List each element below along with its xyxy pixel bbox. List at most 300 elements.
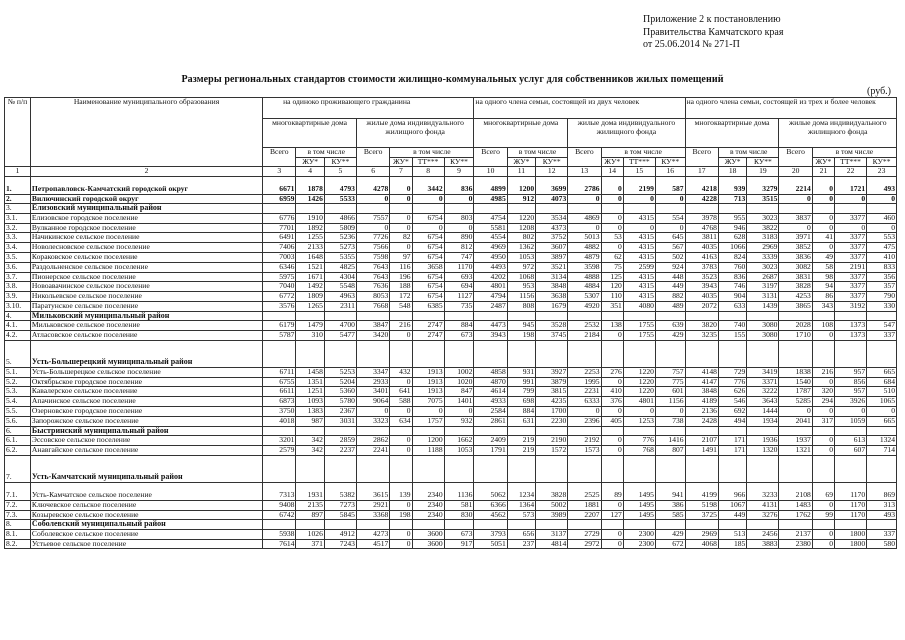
value-cell: 1458 (296, 367, 324, 377)
column-number: 17 (685, 167, 718, 177)
value-cell: 4884 (568, 282, 601, 292)
value-cell (623, 311, 655, 321)
value-cell: 89 (601, 482, 623, 500)
value-cell (718, 455, 746, 482)
value-cell: 4517 (356, 539, 389, 549)
value-cell: 1710 (779, 331, 812, 341)
value-cell: 1800 (835, 539, 867, 549)
column-number: 15 (623, 167, 655, 177)
row-number: 6.1. (5, 436, 31, 446)
value-cell: 86 (812, 292, 834, 302)
value-cell: 342 (296, 445, 324, 455)
value-cell (655, 426, 685, 436)
header-mkd-1: многоквартирные дома (263, 119, 357, 148)
value-cell: 2340 (412, 510, 444, 520)
value-cell: 3323 (356, 416, 389, 426)
annex-line-3: от 25.06.2014 № 271-П (643, 39, 740, 50)
value-cell: 4315 (623, 243, 655, 253)
value-cell: 972 (507, 262, 535, 272)
value-cell: 939 (718, 176, 746, 194)
header-no: № п/п (5, 98, 31, 167)
column-number: 2 (30, 167, 262, 177)
value-cell: 2230 (536, 416, 568, 426)
value-cell: 7273 (324, 500, 356, 510)
value-cell: 1936 (747, 436, 779, 446)
value-cell: 9064 (356, 397, 389, 407)
value-cell: 3897 (536, 252, 568, 262)
value-cell: 890 (444, 233, 474, 243)
table-row (5, 445, 897, 455)
value-cell (747, 455, 779, 482)
value-cell: 0 (601, 213, 623, 223)
row-number: 3.10. (5, 301, 31, 311)
value-cell: 0 (601, 194, 623, 204)
value-cell: 6754 (412, 243, 444, 253)
header-tt: ТТ*** (835, 157, 867, 167)
value-cell: 2311 (324, 301, 356, 311)
value-cell (390, 340, 412, 367)
value-cell (812, 340, 834, 367)
value-cell: 1320 (747, 445, 779, 455)
column-number: 18 (718, 167, 746, 177)
value-cell: 1878 (296, 176, 324, 194)
value-cell: 2190 (536, 436, 568, 446)
value-cell: 1800 (835, 529, 867, 539)
header-mkd-3: многоквартирные дома (685, 119, 779, 148)
value-cell (568, 204, 601, 214)
municipality-name: Елизовское городское поселение (30, 213, 262, 223)
value-cell: 0 (356, 223, 389, 233)
value-cell: 3534 (536, 213, 568, 223)
value-cell: 4018 (263, 416, 296, 426)
value-cell: 932 (444, 416, 474, 426)
value-cell: 4315 (623, 292, 655, 302)
value-cell: 0 (779, 194, 812, 204)
value-cell: 856 (835, 377, 867, 387)
value-cell: 3023 (747, 262, 779, 272)
value-cell: 1426 (296, 194, 324, 204)
header-zhu: ЖУ* (296, 157, 324, 167)
value-cell: 7557 (356, 213, 389, 223)
value-cell: 3600 (412, 539, 444, 549)
value-cell: 7566 (356, 243, 389, 253)
value-cell: 1208 (507, 223, 535, 233)
value-cell: 7040 (263, 282, 296, 292)
value-cell (867, 426, 897, 436)
value-cell: 1026 (296, 529, 324, 539)
value-cell: 554 (655, 213, 685, 223)
header-group-three: на одного члена семьи, состоящей из трех и более человек (685, 98, 896, 119)
row-number: 3.8. (5, 282, 31, 292)
value-cell: 1479 (296, 321, 324, 331)
value-cell: 3183 (747, 233, 779, 243)
value-cell: 216 (390, 321, 412, 331)
value-cell: 4768 (685, 223, 718, 233)
value-cell: 294 (812, 397, 834, 407)
value-cell: 641 (390, 387, 412, 397)
table-row (5, 436, 897, 446)
value-cell: 1127 (444, 292, 474, 302)
header-group-two: на одного члена семьи, состоящей из двух человек (474, 98, 685, 119)
municipality-name: Петропавловск-Камчатский городской округ (30, 176, 262, 194)
value-cell: 0 (390, 500, 412, 510)
column-number: 10 (474, 167, 507, 177)
value-cell: 4235 (536, 397, 568, 407)
value-cell: 1170 (835, 510, 867, 520)
value-cell: 2969 (747, 243, 779, 253)
value-cell: 0 (356, 194, 389, 204)
value-cell (568, 311, 601, 321)
value-cell: 2747 (412, 321, 444, 331)
value-cell: 62 (601, 252, 623, 262)
value-cell (568, 426, 601, 436)
value-cell (507, 455, 535, 482)
value-cell: 3031 (324, 416, 356, 426)
value-cell: 2253 (568, 367, 601, 377)
header-incl: в том числе (390, 148, 474, 158)
value-cell (685, 426, 718, 436)
value-cell: 196 (390, 272, 412, 282)
value-cell: 1234 (507, 482, 535, 500)
value-cell: 502 (655, 252, 685, 262)
header-total: Всего (356, 148, 389, 167)
header-tt: ТТ*** (623, 157, 655, 167)
value-cell: 1679 (536, 301, 568, 311)
value-cell: 510 (867, 387, 897, 397)
value-cell (390, 204, 412, 214)
value-cell: 567 (655, 243, 685, 253)
value-cell: 0 (812, 436, 834, 446)
value-cell: 957 (835, 387, 867, 397)
value-cell: 337 (867, 529, 897, 539)
value-cell: 5198 (685, 500, 718, 510)
municipality-name: Мильковское сельское поселение (30, 321, 262, 331)
value-cell: 0 (655, 223, 685, 233)
value-cell: 1931 (296, 482, 324, 500)
table-row (5, 301, 897, 311)
value-cell: 1253 (623, 416, 655, 426)
value-cell (779, 340, 812, 367)
value-cell (779, 426, 812, 436)
value-cell: 4315 (623, 272, 655, 282)
value-cell: 587 (655, 176, 685, 194)
value-cell: 1838 (779, 367, 812, 377)
value-cell (536, 204, 568, 214)
value-cell: 1265 (296, 301, 324, 311)
value-cell: 3222 (747, 387, 779, 397)
value-cell (655, 520, 685, 530)
value-cell: 775 (655, 377, 685, 387)
column-number: 12 (536, 167, 568, 177)
value-cell: 1156 (507, 292, 535, 302)
value-cell: 4825 (324, 262, 356, 272)
value-cell: 0 (812, 176, 834, 194)
value-cell (867, 455, 897, 482)
value-cell: 0 (601, 377, 623, 387)
value-cell: 0 (867, 223, 897, 233)
value-cell: 138 (601, 321, 623, 331)
value-cell: 337 (867, 331, 897, 341)
municipality-name: Пионерское сельское поселение (30, 272, 262, 282)
value-cell: 3943 (474, 331, 507, 341)
row-number: 3.9. (5, 292, 31, 302)
value-cell: 1910 (296, 213, 324, 223)
value-cell: 1671 (296, 272, 324, 282)
value-cell: 3377 (835, 233, 867, 243)
value-cell: 1156 (655, 397, 685, 407)
value-cell: 665 (867, 367, 897, 377)
value-cell: 1913 (412, 367, 444, 377)
value-cell (507, 426, 535, 436)
value-cell: 41 (812, 233, 834, 243)
value-cell: 830 (444, 510, 474, 520)
value-cell (747, 520, 779, 530)
value-cell: 2747 (412, 331, 444, 341)
value-cell (356, 520, 389, 530)
value-cell: 1757 (412, 416, 444, 426)
table-row (5, 387, 897, 397)
table-row (5, 321, 897, 331)
value-cell: 1416 (655, 436, 685, 446)
value-cell: 4950 (474, 252, 507, 262)
value-cell: 1053 (507, 252, 535, 262)
value-cell: 628 (718, 233, 746, 243)
value-cell: 3442 (412, 176, 444, 194)
value-cell: 0 (779, 407, 812, 417)
value-cell: 432 (390, 367, 412, 377)
value-cell: 6754 (412, 292, 444, 302)
value-cell: 802 (507, 233, 535, 243)
value-cell: 4869 (568, 213, 601, 223)
value-cell: 698 (507, 397, 535, 407)
value-cell: 449 (718, 510, 746, 520)
value-cell (507, 340, 535, 367)
row-number: 5. (5, 340, 31, 367)
value-cell: 171 (718, 445, 746, 455)
value-cell: 0 (812, 539, 834, 549)
value-cell: 3576 (263, 301, 296, 311)
value-cell: 693 (444, 272, 474, 282)
value-cell: 171 (718, 436, 746, 446)
column-number: 11 (507, 167, 535, 177)
value-cell: 2921 (356, 500, 389, 510)
value-cell (296, 455, 324, 482)
value-cell (623, 520, 655, 530)
value-cell: 1220 (507, 213, 535, 223)
municipality-name: Новоавачинское сельское поселение (30, 282, 262, 292)
value-cell: 7668 (356, 301, 389, 311)
column-number: 13 (568, 167, 601, 177)
value-cell: 0 (390, 194, 412, 204)
value-cell: 5355 (324, 252, 356, 262)
column-number: 3 (263, 167, 296, 177)
value-cell: 1495 (623, 510, 655, 520)
value-cell (747, 311, 779, 321)
value-cell: 3420 (356, 331, 389, 341)
value-cell: 108 (812, 321, 834, 331)
value-cell: 3419 (747, 367, 779, 377)
value-cell: 607 (835, 445, 867, 455)
value-cell: 371 (296, 539, 324, 549)
value-cell: 0 (812, 377, 834, 387)
district-row (5, 340, 897, 367)
value-cell: 1321 (779, 445, 812, 455)
value-cell: 3401 (356, 387, 389, 397)
value-cell: 219 (507, 436, 535, 446)
value-cell: 4163 (685, 252, 718, 262)
value-cell: 6385 (412, 301, 444, 311)
value-cell (835, 311, 867, 321)
value-cell: 5548 (324, 282, 356, 292)
value-cell: 2340 (412, 482, 444, 500)
value-cell: 3082 (779, 262, 812, 272)
value-cell: 3943 (685, 282, 718, 292)
table-body (5, 176, 897, 549)
header-ku: КУ** (747, 157, 779, 167)
table-row (5, 539, 897, 549)
value-cell: 410 (601, 387, 623, 397)
value-cell: 3638 (536, 292, 568, 302)
value-cell: 4035 (685, 292, 718, 302)
value-cell: 4801 (623, 397, 655, 407)
value-cell: 4888 (568, 272, 601, 282)
header-zhu: ЖУ* (601, 157, 623, 167)
value-cell: 2340 (412, 500, 444, 510)
value-cell: 3989 (536, 510, 568, 520)
value-cell: 2108 (779, 482, 812, 500)
value-cell: 4131 (747, 500, 779, 510)
value-cell: 0 (867, 194, 897, 204)
value-cell: 69 (812, 482, 834, 500)
value-cell: 1937 (779, 436, 812, 446)
district-row (5, 311, 897, 321)
value-cell: 1495 (623, 500, 655, 510)
header-incl: в том числе (812, 148, 896, 158)
value-cell (747, 340, 779, 367)
value-cell: 3347 (356, 367, 389, 377)
value-cell: 3847 (356, 321, 389, 331)
value-cell (812, 204, 834, 214)
value-cell: 4080 (623, 301, 655, 311)
value-cell: 4879 (568, 252, 601, 262)
value-cell (412, 455, 444, 482)
value-cell: 4866 (324, 213, 356, 223)
table-row (5, 510, 897, 520)
table-row (5, 223, 897, 233)
value-cell: 4794 (474, 292, 507, 302)
value-cell: 3750 (263, 407, 296, 417)
municipality-name: Усть-Большерецкий муниципальный район (30, 340, 262, 367)
table-row (5, 500, 897, 510)
header-incl: в том числе (718, 148, 779, 158)
value-cell: 2231 (568, 387, 601, 397)
value-cell: 139 (390, 482, 412, 500)
value-cell: 3377 (835, 292, 867, 302)
value-cell: 0 (390, 445, 412, 455)
row-number: 3.3. (5, 233, 31, 243)
value-cell (356, 340, 389, 367)
value-cell: 3377 (835, 282, 867, 292)
value-cell: 3192 (835, 301, 867, 311)
value-cell: 0 (601, 539, 623, 549)
value-cell: 4963 (324, 292, 356, 302)
table-row (5, 292, 897, 302)
value-cell: 1755 (623, 321, 655, 331)
value-cell: 966 (718, 482, 746, 500)
value-cell: 4278 (356, 176, 389, 194)
value-cell (536, 311, 568, 321)
value-cell: 0 (623, 194, 655, 204)
value-cell: 882 (655, 292, 685, 302)
column-number: 23 (867, 167, 897, 177)
value-cell: 1065 (867, 397, 897, 407)
municipality-name: Мильковский муниципальный район (30, 311, 262, 321)
value-cell: 7003 (263, 252, 296, 262)
value-cell: 0 (812, 529, 834, 539)
value-cell: 4969 (474, 243, 507, 253)
value-cell: 4554 (474, 233, 507, 243)
value-cell: 2041 (779, 416, 812, 426)
value-cell: 4493 (474, 262, 507, 272)
value-cell: 5285 (779, 397, 812, 407)
value-cell: 2136 (685, 407, 718, 417)
row-number: 5.4. (5, 397, 31, 407)
value-cell: 1067 (718, 500, 746, 510)
header-zhu: ЖУ* (390, 157, 412, 167)
value-cell (747, 204, 779, 214)
value-cell: 1572 (536, 445, 568, 455)
value-cell (685, 311, 718, 321)
value-cell: 5938 (263, 529, 296, 539)
value-cell (835, 340, 867, 367)
row-number: 7.1. (5, 482, 31, 500)
value-cell: 313 (867, 500, 897, 510)
value-cell: 987 (296, 416, 324, 426)
value-cell: 1351 (296, 377, 324, 387)
value-cell: 5533 (324, 194, 356, 204)
district-row (5, 455, 897, 482)
column-number: 16 (655, 167, 685, 177)
value-cell (356, 426, 389, 436)
value-cell: 1255 (296, 233, 324, 243)
value-cell: 0 (356, 407, 389, 417)
value-cell: 7636 (356, 282, 389, 292)
value-cell: 4473 (474, 321, 507, 331)
value-cell: 4315 (623, 252, 655, 262)
value-cell (296, 311, 324, 321)
value-cell: 4700 (324, 321, 356, 331)
value-cell (536, 455, 568, 482)
header-incl: в том числе (296, 148, 357, 158)
value-cell: 216 (812, 367, 834, 377)
value-cell: 634 (390, 416, 412, 426)
value-cell: 0 (655, 194, 685, 204)
value-cell: 2599 (623, 262, 655, 272)
row-number: 6. (5, 426, 31, 436)
value-cell: 694 (444, 282, 474, 292)
header-izhs-2: жилые дома индивидуального жилищного фонда (568, 119, 685, 148)
value-cell: 6754 (412, 233, 444, 243)
header-name: Наименование муниципального образования (30, 98, 262, 167)
value-cell (867, 340, 897, 367)
value-cell (655, 204, 685, 214)
row-number: 7.3. (5, 510, 31, 520)
value-cell: 1373 (835, 331, 867, 341)
value-cell: 1995 (568, 377, 601, 387)
value-cell: 547 (867, 321, 897, 331)
value-cell: 0 (568, 223, 601, 233)
value-cell: 790 (867, 292, 897, 302)
